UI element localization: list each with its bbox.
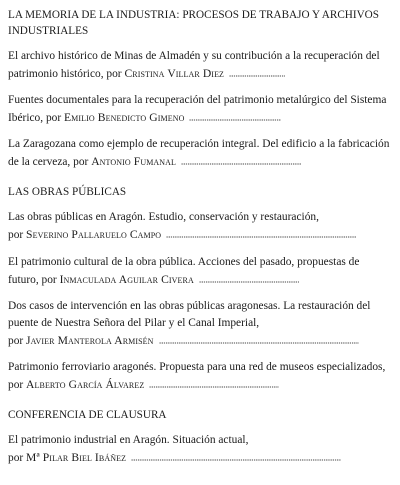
entry-title: El patrimonio industrial en Aragón. Situación actual, (8, 434, 249, 447)
entry-author: Alberto García Álvarez (26, 378, 145, 392)
byline-prefix: por (8, 452, 24, 465)
dot-leader (166, 231, 356, 238)
entry-author: Emilio Benedicto Gimeno (64, 111, 185, 125)
entry-byline (8, 332, 392, 350)
toc-entry (8, 432, 392, 467)
entry-byline (8, 226, 392, 244)
section-heading: LA MEMORIA DE LA INDUSTRIA: PROCESOS DE TRABAJO Y ARCHIVOS INDUSTRIALES (8, 9, 379, 37)
entry-author: Javier Manterola Armisén (26, 334, 154, 348)
entry-author: Cristina Villar Diez (124, 66, 225, 80)
toc-entry (8, 92, 392, 127)
dot-leader (149, 381, 279, 388)
toc-entry (8, 209, 392, 244)
dot-leader (181, 158, 301, 165)
toc-section-closing-conference (8, 408, 392, 467)
entry-title: Patrimonio ferroviario aragonés. Propuesta para una red de museos especializados, por (8, 361, 386, 392)
toc-entry (8, 48, 392, 83)
dot-leader (159, 337, 359, 344)
byline-prefix: por (8, 229, 24, 242)
toc-entry (8, 136, 392, 171)
dot-leader (229, 70, 285, 77)
entry-author: Inmaculada Aguilar Civera (59, 272, 194, 286)
entry-byline (8, 449, 392, 467)
entry-title: Fuentes documentales para la recuperación del patrimonio metalúrgico del Sistema Ibérico, por (8, 94, 387, 125)
entry-title: Dos casos de intervención en las obras públicas aragonesas. La restauración del puente de Nuestra Señora del Pilar y el Canal Imperial, (8, 299, 371, 329)
dot-leader (131, 454, 341, 461)
entry-title: Las obras públicas en Aragón. Estudio, conservación y restauración, (8, 211, 319, 224)
section-heading: CONFERENCIA DE CLAUSURA (8, 409, 167, 422)
toc-entry (8, 254, 392, 289)
entry-title: El patrimonio cultural de la obra pública. Acciones del pasado, propuestas de futuro, por (8, 255, 360, 286)
entry-author: Antonio Fumanal (91, 155, 177, 169)
entry-title: El archivo histórico de Minas de Almadén y su contribución a la recuperación del patrimonio histórico, por (8, 49, 380, 80)
entry-title: La Zaragozana como ejemplo de recuperación integral. Del edificio a la fabricación de la cerveza, por (8, 138, 390, 169)
dot-leader (199, 276, 299, 283)
toc-section-public-works (8, 185, 392, 394)
toc-entry (8, 359, 392, 394)
entry-author: Severino Pallaruelo Campo (26, 228, 162, 242)
entry-author: Mª Pilar Biel Ibáñez (26, 451, 127, 465)
toc-section-industry-memory (8, 8, 392, 171)
byline-prefix: por (8, 335, 24, 348)
toc-entry (8, 298, 392, 350)
section-heading: LAS OBRAS PÚBLICAS (8, 186, 127, 199)
dot-leader (189, 114, 281, 121)
